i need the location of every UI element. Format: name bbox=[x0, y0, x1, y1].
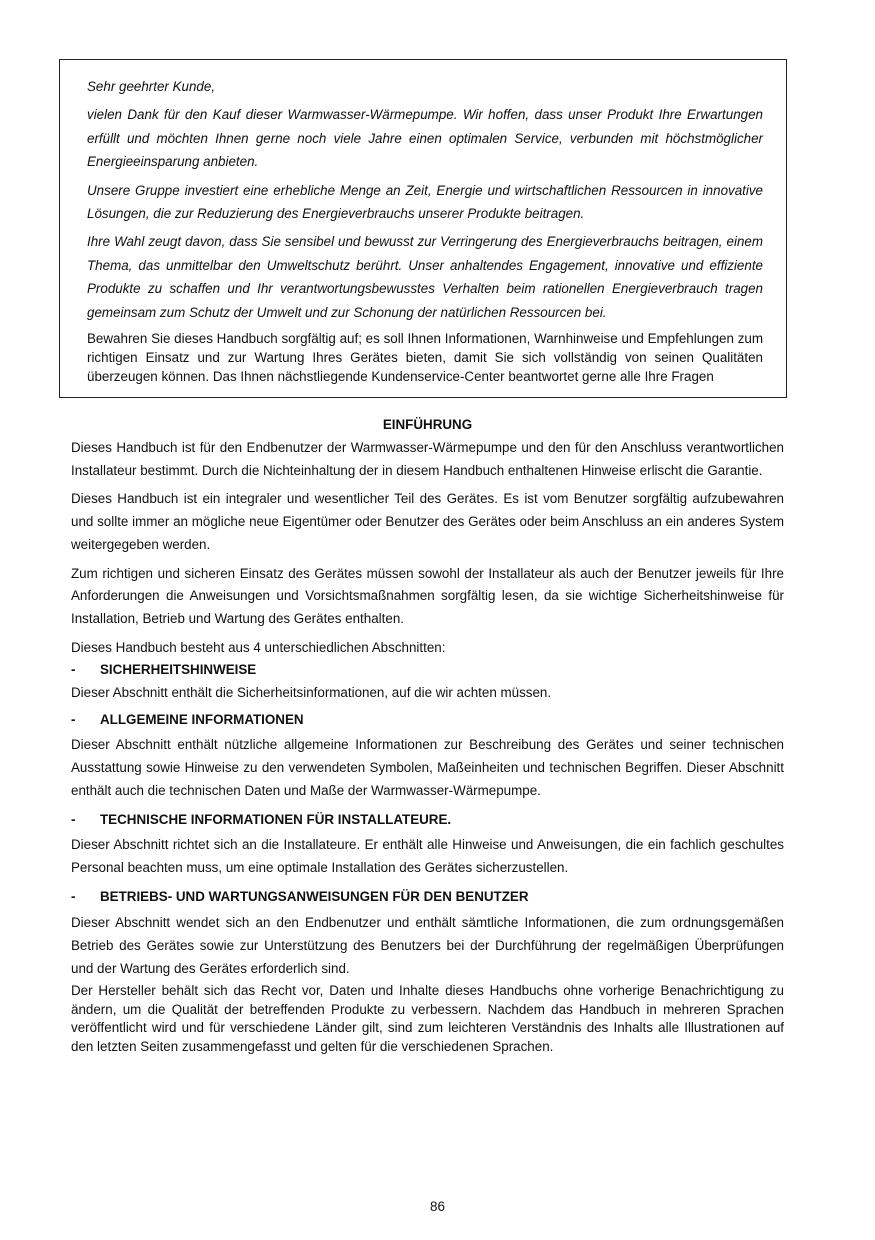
greeting-paragraph: Ihre Wahl zeugt davon, dass Sie sensibel und bewusst zur Verringerung des Energieverbrauchs beitragen, einem Thema, das unmittelbar den Umweltschutz berührt. Unser anhaltendes Engagement, innovative und effiziente Produkte zu schaffen und Ihr verantwortungsbewusstes Verhalten beim rationellen Energieverbrauch tragen gemeinsam zum Schutz der Umwelt und zur Schonung der natürlichen Ressourcen bei. bbox=[87, 234, 763, 320]
body-paragraph: Dieses Handbuch ist für den Endbenutzer der Warmwasser-Wärmepumpe und den für den Anschluss verantwortlichen Installateur bestimmt. Durch die Nichteinhaltung der in diesem Handbuch enthaltenen Hinweise erlischt die Garantie. bbox=[71, 440, 784, 478]
section-title: TECHNISCHE INFORMATIONEN FÜR INSTALLATEURE. bbox=[100, 811, 452, 827]
closing-paragraph: Der Hersteller behält sich das Recht vor, Daten und Inhalte dieses Handbuchs ohne vorherige Benachrichtigung zu ändern, um die Qualität der betreffenden Produkte zu verbessern. Nachdem das Handbuch in mehreren Sprachen veröffentlicht wird und für verschiedene Länder gilt, sind zum leichteren Verständnis des Inhalts alle Illustrationen auf den letzten Seiten zusammengefasst und gelten für die verschiedenen Sprachen. bbox=[71, 983, 784, 1054]
bullet-dash: - bbox=[71, 888, 76, 904]
section-description: Dieser Abschnitt enthält die Sicherheitsinformationen, auf die wir achten müssen. bbox=[71, 685, 552, 701]
section-item-title bbox=[71, 709, 784, 732]
bullet-dash: - bbox=[71, 811, 76, 827]
greeting-box bbox=[59, 59, 787, 398]
bullet-dash: - bbox=[71, 711, 76, 727]
section-description: Dieser Abschnitt wendet sich an den Endbenutzer und enthält sämtliche Informationen, die zum ordnungsgemäßen Betrieb des Gerätes sowie zur Unterstützung des Benutzers bei der Durchführung der regelmäßigen Überprüfungen und der Wartung des Gerätes erforderlich sind. bbox=[71, 915, 784, 977]
greeting-paragraph: Unsere Gruppe investiert eine erhebliche Menge an Zeit, Energie und wirtschaftlichen Ressourcen in innovative Lösungen, die zur Reduzierung des Energieverbrauchs unserer Produkte beitragen. bbox=[87, 182, 763, 222]
section-title: BETRIEBS- UND WARTUNGSANWEISUNGEN FÜR DEN BENUTZER bbox=[100, 888, 529, 904]
section-item-title bbox=[71, 886, 784, 909]
body-paragraph: Dieses Handbuch ist ein integraler und wesentlicher Teil des Gerätes. Es ist vom Benutzer sorgfältig aufzubewahren und sollte immer an mögliche neue Eigentümer oder Benutzer des Gerätes oder beim Anschluss an ein anderes System weitergegeben werden. bbox=[71, 491, 784, 552]
body-paragraph: Dieses Handbuch besteht aus 4 unterschiedlichen Abschnitten: bbox=[71, 639, 446, 655]
section-item-title bbox=[71, 659, 784, 682]
salutation: Sehr geehrter Kunde, bbox=[87, 79, 216, 94]
body-paragraph: Zum richtigen und sicheren Einsatz des Gerätes müssen sowohl der Installateur als auch der Benutzer jeweils für Ihre Anforderungen die Anweisungen und Vorsichtsmaßnahmen sorgfältig lesen, da sie wichtige Sicherheitshinweise für Installation, Betrieb und Wartung des Gerätes enthalten. bbox=[71, 565, 784, 626]
greeting-paragraph: Bewahren Sie dieses Handbuch sorgfältig auf; es soll Ihnen Informationen, Warnhinweise und Empfehlungen zum richtigen Einsatz und zur Wartung Ihres Gerätes bieten, damit Sie sich vollständig von seinen Qualitäten überzeugen können. Das Ihnen nächstliegende Kundenservice-Center beantwortet gerne alle Ihre Fragen bbox=[87, 331, 763, 385]
section-item-title bbox=[71, 809, 784, 832]
section-title: SICHERHEITSHINWEISE bbox=[100, 662, 257, 678]
section-heading: EINFÜHRUNG bbox=[382, 417, 473, 432]
section-description: Dieser Abschnitt enthält nützliche allgemeine Informationen zur Beschreibung des Gerätes und seiner technischen Ausstattung sowie Hinweise zu den verwendeten Symbolen, Maßeinheiten und technischen Begriffen. Dieser Abschnitt enthält auch die technischen Daten und Maße der Warmwasser-Wärmepumpe. bbox=[71, 737, 784, 798]
bullet-dash: - bbox=[71, 662, 76, 678]
introduction-section bbox=[71, 413, 784, 1062]
page-number: 86 bbox=[430, 1199, 445, 1214]
greeting-paragraph: vielen Dank für den Kauf dieser Warmwasser-Wärmepumpe. Wir hoffen, dass unser Produkt Ihre Erwartungen erfüllt und möchten Ihnen gerne noch viele Jahre einen optimalen Service, verbunden mit höchstmöglicher Energieeinsparung anbieten. bbox=[87, 107, 763, 170]
section-description: Dieser Abschnitt richtet sich an die Installateure. Er enthält alle Hinweise und Anweisungen, die ein fachlich geschultes Personal beachten muss, um eine optimale Installation des Gerätes sicherzustellen. bbox=[71, 837, 784, 875]
section-title: ALLGEMEINE INFORMATIONEN bbox=[100, 711, 304, 727]
